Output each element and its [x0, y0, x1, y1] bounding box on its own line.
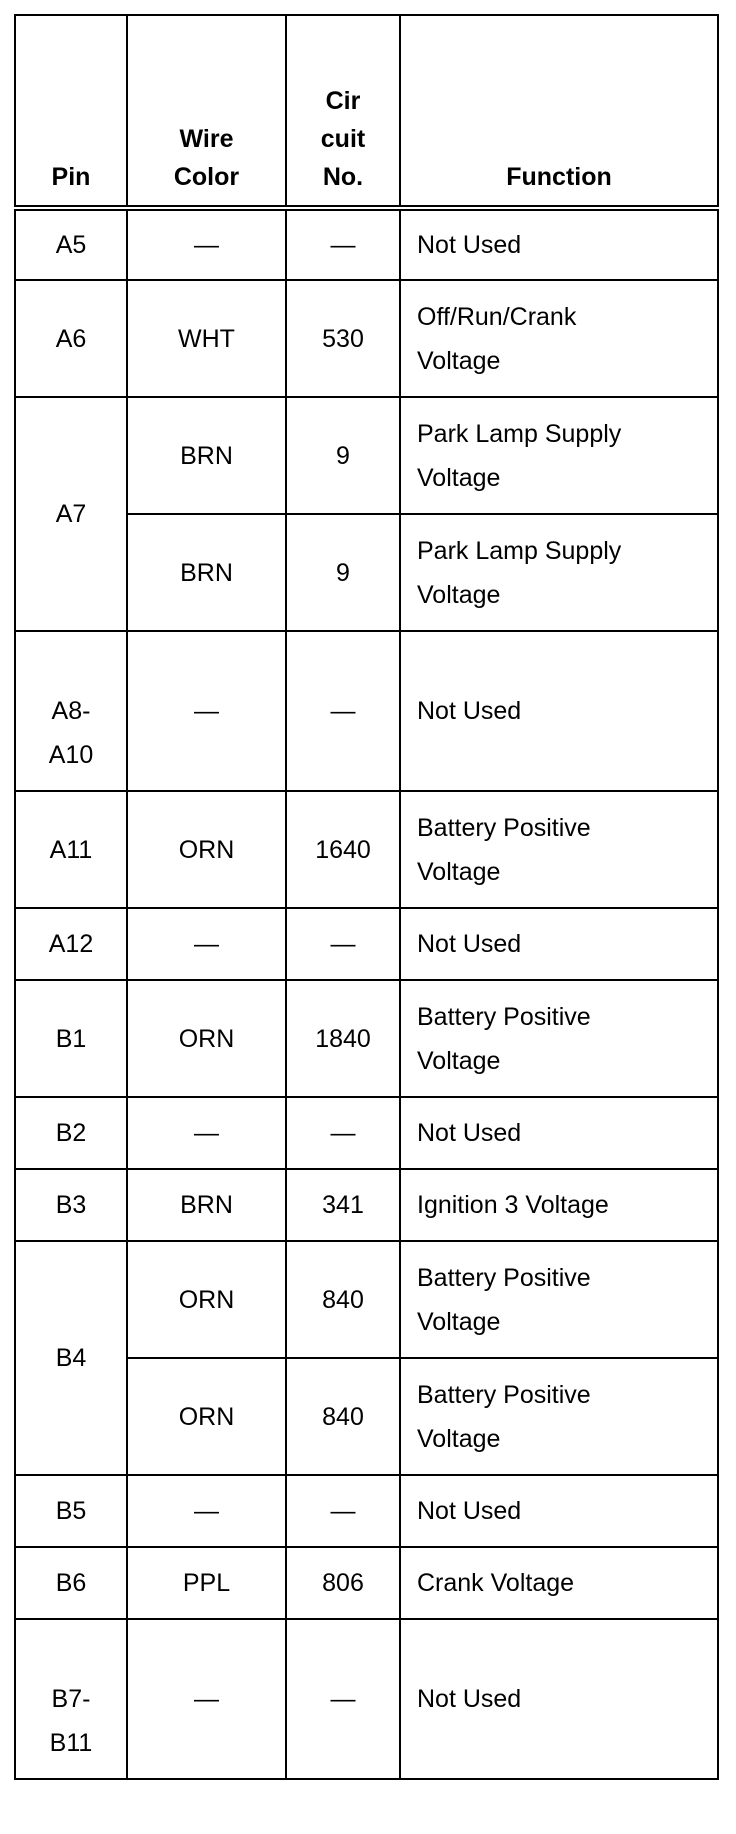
wire-color-cell: — [127, 908, 286, 980]
wire-color-cell: BRN [127, 1169, 286, 1241]
table-row [15, 1241, 718, 1358]
pin-cell: A5 [15, 208, 127, 280]
table-row [15, 1619, 718, 1779]
function-cell: Not Used [400, 1619, 718, 1779]
function-cell: Battery Positive Voltage [400, 1241, 718, 1358]
pin-cell: A7 [15, 397, 127, 631]
table-row [15, 908, 718, 980]
circuit-cell: 806 [286, 1547, 400, 1619]
pin-cell: B6 [15, 1547, 127, 1619]
table-row [15, 791, 718, 908]
wire-color-cell: ORN [127, 1241, 286, 1358]
circuit-cell: 840 [286, 1241, 400, 1358]
wire-color-cell: — [127, 631, 286, 791]
pin-cell: B5 [15, 1475, 127, 1547]
wire-color-cell: BRN [127, 514, 286, 631]
header-row [15, 15, 718, 208]
function-cell: Park Lamp Supply Voltage [400, 514, 718, 631]
wire-color-cell: — [127, 1097, 286, 1169]
table-row [15, 397, 718, 514]
table-header [15, 15, 718, 208]
function-cell: Off/Run/Crank Voltage [400, 280, 718, 397]
circuit-cell: 9 [286, 514, 400, 631]
connector-pinout-table [14, 14, 719, 1780]
circuit-cell: — [286, 908, 400, 980]
function-cell: Park Lamp Supply Voltage [400, 397, 718, 514]
pin-cell: A6 [15, 280, 127, 397]
pin-cell: B7- B11 [15, 1619, 127, 1779]
table-row [15, 208, 718, 280]
table-row [15, 980, 718, 1097]
circuit-cell: 1640 [286, 791, 400, 908]
table-row [15, 1169, 718, 1241]
function-cell: Battery Positive Voltage [400, 791, 718, 908]
function-cell: Battery Positive Voltage [400, 980, 718, 1097]
pin-cell: B3 [15, 1169, 127, 1241]
circuit-cell: — [286, 1475, 400, 1547]
function-cell: Crank Voltage [400, 1547, 718, 1619]
pin-cell: B4 [15, 1241, 127, 1475]
function-cell: Not Used [400, 631, 718, 791]
table-body [15, 208, 718, 1779]
wire-color-cell: ORN [127, 1358, 286, 1475]
circuit-cell: — [286, 631, 400, 791]
header-function: Function [400, 15, 718, 208]
function-cell: Battery Positive Voltage [400, 1358, 718, 1475]
pin-cell: A8- A10 [15, 631, 127, 791]
circuit-cell: — [286, 1097, 400, 1169]
circuit-cell: 9 [286, 397, 400, 514]
table-row [15, 1547, 718, 1619]
circuit-cell: 341 [286, 1169, 400, 1241]
table-row [15, 280, 718, 397]
pin-cell: A12 [15, 908, 127, 980]
circuit-cell: 840 [286, 1358, 400, 1475]
table-row [15, 1475, 718, 1547]
wire-color-cell: — [127, 1475, 286, 1547]
wire-color-cell: — [127, 208, 286, 280]
wire-color-cell: ORN [127, 791, 286, 908]
table-row [15, 1097, 718, 1169]
function-cell: Not Used [400, 1475, 718, 1547]
pin-cell: A11 [15, 791, 127, 908]
header-circuit-no: Cir cuit No. [286, 15, 400, 208]
wire-color-cell: ORN [127, 980, 286, 1097]
function-cell: Not Used [400, 208, 718, 280]
circuit-cell: 1840 [286, 980, 400, 1097]
pin-cell: B1 [15, 980, 127, 1097]
header-wire-color: Wire Color [127, 15, 286, 208]
wire-color-cell: WHT [127, 280, 286, 397]
wire-color-cell: — [127, 1619, 286, 1779]
table-row [15, 631, 718, 791]
circuit-cell: — [286, 1619, 400, 1779]
wire-color-cell: PPL [127, 1547, 286, 1619]
function-cell: Not Used [400, 1097, 718, 1169]
circuit-cell: 530 [286, 280, 400, 397]
function-cell: Not Used [400, 908, 718, 980]
function-cell: Ignition 3 Voltage [400, 1169, 718, 1241]
circuit-cell: — [286, 208, 400, 280]
connector-pinout-table-container [14, 14, 719, 1780]
wire-color-cell: BRN [127, 397, 286, 514]
pin-cell: B2 [15, 1097, 127, 1169]
header-pin: Pin [15, 15, 127, 208]
